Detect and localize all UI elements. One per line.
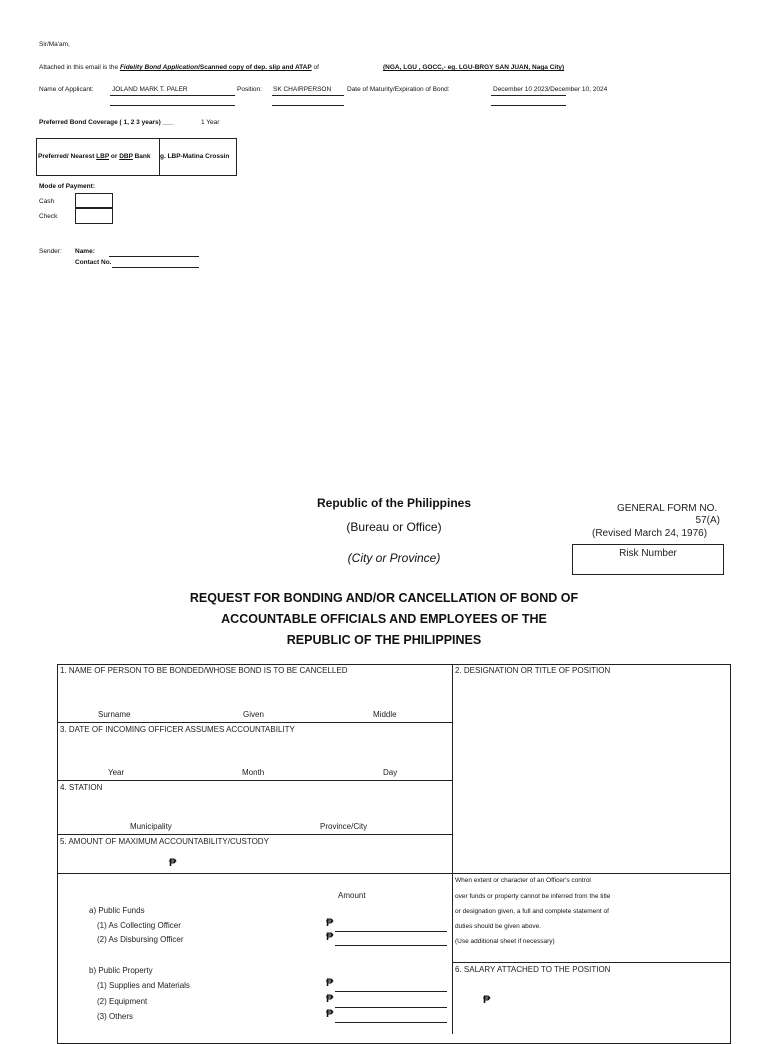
sender-contact-line: [112, 267, 199, 268]
disbursing-label: (2) As Disbursing Officer: [97, 935, 184, 944]
coverage-label: Preferred Bond Coverage ( 1, 2 3 years) ___: [39, 119, 174, 126]
middle-label: Middle: [373, 710, 397, 719]
right-row-sep-1: [452, 873, 731, 874]
coverage-value: 1 Year: [201, 119, 220, 126]
equipment-line: [335, 1007, 447, 1008]
bank-dbp: DBP: [119, 153, 133, 160]
day-label: Day: [383, 768, 398, 777]
bank-label-1: Preferred/ Nearest: [38, 153, 97, 160]
revised-date: (Revised March 24, 1976): [592, 528, 708, 539]
maturity-underline: [491, 95, 566, 96]
note-line-5: (Use additional sheet if necessary): [455, 938, 555, 945]
note-line-4: duties should be given above.: [455, 923, 542, 930]
field2-label: 2. DESIGNATION OR TITLE OF POSITION: [455, 666, 611, 675]
note-line-2: over funds or property cannot be inferred from the title: [455, 893, 611, 900]
sender-contact-label: Contact No.: [75, 259, 112, 266]
position-value: SK CHAIRPERSON: [273, 86, 332, 93]
attached-of: of: [313, 64, 319, 71]
month-label: Month: [242, 768, 265, 777]
attached-line: [39, 64, 319, 71]
maturity-value: December 10 2023/December 10, 2024: [493, 86, 608, 93]
equipment-label: (2) Equipment: [97, 997, 148, 1006]
bank-lbp: LBP: [96, 153, 110, 160]
collecting-peso: ₱: [326, 917, 334, 929]
sender-name-label: Name:: [75, 248, 95, 255]
field1-label: 1. NAME OF PERSON TO BE BONDED/WHOSE BOND IS TO BE CANCELLED: [60, 666, 348, 675]
field3-label: 3. DATE OF INCOMING OFFICER ASSUMES ACCOUNTABILITY: [60, 725, 295, 734]
equipment-peso: ₱: [326, 993, 334, 1005]
city-text: (City or Province): [347, 551, 441, 565]
disbursing-line: [335, 945, 447, 946]
check-checkbox[interactable]: [75, 208, 113, 224]
cash-checkbox[interactable]: [75, 193, 113, 208]
bureau-text: (Bureau or Office): [346, 520, 442, 534]
disbursing-peso: ₱: [326, 931, 334, 943]
field5-label: 5. AMOUNT OF MAXIMUM ACCOUNTABILITY/CUSTODY: [60, 837, 269, 846]
position-underline-2: [272, 105, 344, 106]
field6-label: 6. SALARY ATTACHED TO THE POSITION: [455, 965, 611, 974]
others-label: (3) Others: [97, 1012, 134, 1021]
field5-peso: ₱: [169, 857, 177, 869]
cash-label: Cash: [39, 198, 55, 205]
row-sep-3: [57, 834, 453, 835]
others-peso: ₱: [326, 1008, 334, 1020]
mode-label: Mode of Payment:: [39, 183, 95, 190]
form-title-2: ACCOUNTABLE OFFICIALS AND EMPLOYEES OF THE: [221, 612, 547, 626]
applicant-label: Name of Applicant:: [39, 86, 94, 93]
field4-label: 4. STATION: [60, 783, 103, 792]
supplies-peso: ₱: [326, 977, 334, 989]
attached-bold: Fidelity Bond Application: [119, 64, 199, 71]
position-underline: [272, 95, 344, 96]
surname-label: Surname: [98, 710, 131, 719]
municipality-label: Municipality: [130, 822, 172, 831]
collecting-line: [335, 931, 447, 932]
public-property-label: b) Public Property: [89, 966, 153, 975]
republic-text: Republic of the Philippines: [316, 496, 471, 510]
bank-label: [38, 153, 151, 160]
province-label: Province/City: [320, 822, 368, 831]
risk-number-label: Risk Number: [619, 548, 677, 559]
right-row-sep-2: [452, 962, 731, 963]
maturity-underline-2: [491, 105, 566, 106]
note-line-3: or designation given, a full and complete statement of: [455, 908, 609, 915]
attached-rest: /Scanned copy of dep. slip and ATAP: [198, 64, 312, 71]
public-funds-label: a) Public Funds: [89, 906, 145, 915]
applicant-value: JOLAND MARK T. PALER: [112, 86, 188, 93]
supplies-label: (1) Supplies and Materials: [97, 981, 190, 990]
maturity-label: Date of Maturity/Expiration of Bond:: [347, 86, 450, 93]
sender-name-line: [109, 256, 199, 257]
given-label: Given: [243, 710, 264, 719]
supplies-line: [335, 991, 447, 992]
form-title-1: REQUEST FOR BONDING AND/OR CANCELLATION OF BOND OF: [189, 591, 579, 605]
row-sep-2: [57, 780, 453, 781]
note-line-1: When extent or character of an Officer's control: [455, 877, 591, 884]
attached-prefix: Attached in this email is the: [39, 64, 120, 71]
form-title-3: REPUBLIC OF THE PHILIPPINES: [286, 633, 482, 647]
general-form-label: GENERAL FORM NO.: [617, 503, 718, 514]
bank-label-2: Bank: [132, 153, 151, 160]
collecting-label: (1) As Collecting Officer: [97, 921, 181, 930]
bank-or: or: [109, 153, 120, 160]
agency-example: (NGA, LGU , GOCC,- eg. LGU-BRGY SAN JUAN, Naga City): [383, 64, 565, 71]
row-sep-4: [57, 873, 453, 874]
row-sep-1: [57, 722, 453, 723]
year-label: Year: [108, 768, 125, 777]
amount-header: Amount: [338, 891, 366, 900]
bank-value: g. LBP-Matina Crossin: [160, 153, 230, 160]
check-label: Check: [39, 213, 58, 220]
general-form-number: 57(A): [695, 515, 720, 526]
position-label: Position:: [237, 86, 262, 93]
applicant-underline-2: [110, 105, 235, 106]
salary-peso: ₱: [483, 994, 491, 1006]
form-column-divider: [452, 664, 453, 1034]
others-line: [335, 1022, 447, 1023]
greeting: Sir/Ma'am,: [39, 41, 70, 48]
sender-label: Sender:: [39, 248, 62, 255]
applicant-underline: [110, 95, 235, 96]
